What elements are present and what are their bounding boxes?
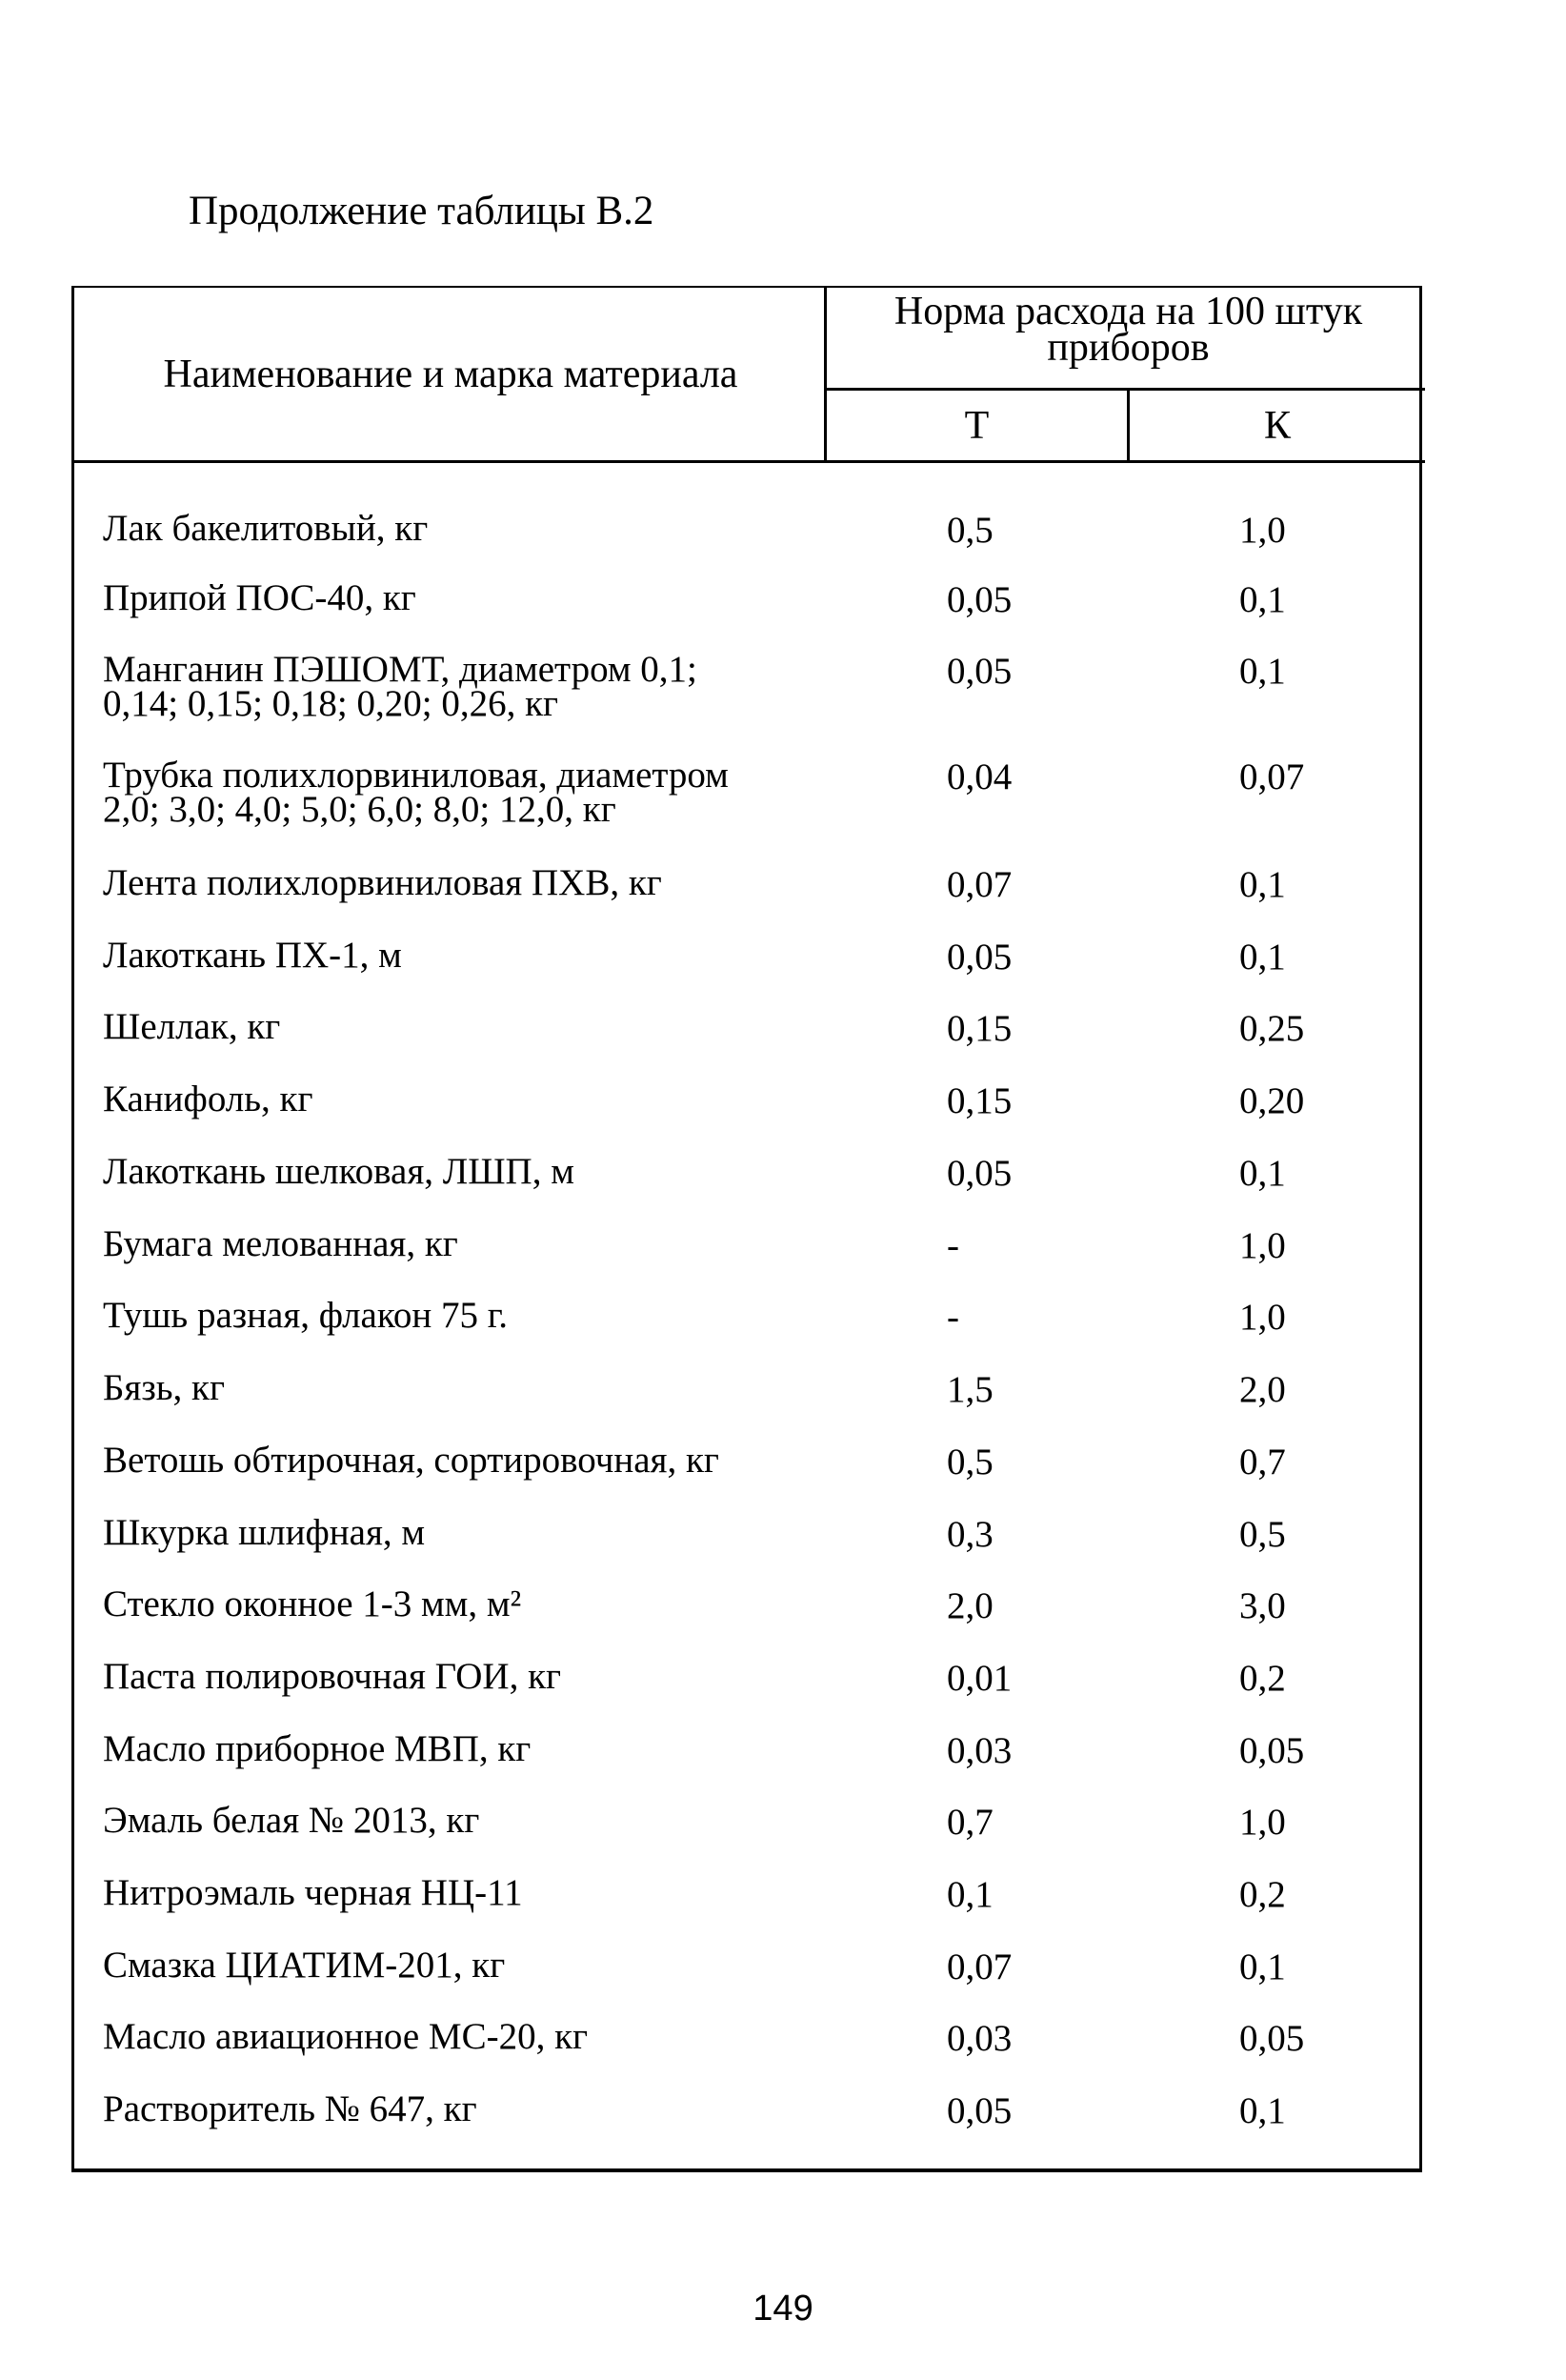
material-name-cell: Лента полихлорвиниловая ПХВ, кг (103, 862, 662, 903)
material-name-cell: Шеллак, кг (103, 1006, 281, 1047)
t-value-cell: 0,15 (947, 1008, 1013, 1049)
k-value-cell: 0,1 (1239, 579, 1286, 620)
t-value-cell: 0,04 (947, 756, 1013, 797)
material-name-cell: Эмаль белая № 2013, кг (103, 1800, 480, 1841)
t-value-cell: 0,05 (947, 579, 1013, 620)
material-name-cell: Бязь, кг (103, 1367, 225, 1408)
t-value-cell: 0,03 (947, 2018, 1013, 2059)
material-name-cell: Паста полировочная ГОИ, кг (103, 1656, 562, 1697)
material-name-cell: Бумага мелованная, кг (103, 1223, 458, 1264)
k-value-cell: 0,25 (1239, 1008, 1305, 1049)
material-name-cell: Лак бакелитовый, кг (103, 508, 429, 549)
t-value-cell: 0,3 (947, 1514, 994, 1555)
k-value-cell: 0,20 (1239, 1080, 1305, 1121)
k-value-cell: 3,0 (1239, 1585, 1286, 1626)
t-value-cell: 1,5 (947, 1369, 994, 1410)
k-value-cell: 1,0 (1239, 1225, 1286, 1266)
t-value-cell: 0,05 (947, 1153, 1013, 1194)
k-value-cell: 0,1 (1239, 2090, 1286, 2131)
k-value-cell: 0,07 (1239, 756, 1305, 797)
t-value-cell: 0,07 (947, 1946, 1013, 1987)
k-value-cell: 1,0 (1239, 1297, 1286, 1338)
material-name-cell: Припой ПОС-40, кг (103, 577, 416, 618)
t-value-cell: 0,05 (947, 937, 1013, 978)
t-value-cell: 0,1 (947, 1874, 994, 1915)
material-name-cell: Трубка полихлорвиниловая, диаметром 2,0; 3,0; 4,0; 5,0; 6,0; 8,0; 12,0, кг (103, 755, 729, 830)
material-name-cell: Нитроэмаль черная НЦ-11 (103, 1872, 523, 1913)
t-value-cell: 0,01 (947, 1658, 1013, 1699)
k-value-cell: 0,1 (1239, 937, 1286, 978)
k-value-cell: 0,1 (1239, 864, 1286, 905)
k-value-cell: 0,2 (1239, 1658, 1286, 1699)
materials-table (71, 286, 1422, 2172)
t-value-cell: 0,5 (947, 1442, 994, 1482)
t-value-cell: 2,0 (947, 1585, 994, 1626)
material-name-cell: Стекло оконное 1-3 мм, м² (103, 1583, 522, 1624)
material-name-cell: Лакоткань ПХ-1, м (103, 935, 402, 976)
material-name-cell: Ветошь обтирочная, сортировочная, кг (103, 1440, 719, 1481)
k-value-cell: 0,2 (1239, 1874, 1286, 1915)
material-name-cell: Манганин ПЭШОМТ, диаметром 0,1; 0,14; 0,15; 0,18; 0,20; 0,26, кг (103, 649, 697, 724)
t-value-cell: 0,05 (947, 651, 1013, 692)
material-name-cell: Лакоткань шелковая, ЛШП, м (103, 1151, 574, 1192)
k-value-cell: 0,05 (1239, 2018, 1305, 2059)
t-value-cell: 0,7 (947, 1802, 994, 1843)
header-col-t: Т (964, 404, 990, 448)
material-name-cell: Смазка ЦИАТИМ-201, кг (103, 1945, 506, 1986)
k-value-cell: 0,1 (1239, 1946, 1286, 1987)
k-value-cell: 0,1 (1239, 1153, 1286, 1194)
k-value-cell: 2,0 (1239, 1369, 1286, 1410)
header-material-name: Наименование и марка материала (163, 353, 738, 396)
t-value-cell: 0,05 (947, 2090, 1013, 2131)
material-name-cell: Канифоль, кг (103, 1079, 313, 1119)
t-value-cell: 0,03 (947, 1730, 1013, 1771)
k-value-cell: 0,1 (1239, 651, 1286, 692)
t-value-cell: - (947, 1297, 959, 1338)
k-value-cell: 0,7 (1239, 1442, 1286, 1482)
k-value-cell: 0,5 (1239, 1514, 1286, 1555)
header-norm-group: Норма расхода на 100 штук приборов (893, 290, 1363, 370)
material-name-cell: Шкурка шлифная, м (103, 1512, 426, 1553)
header-col-k: К (1263, 404, 1291, 448)
t-value-cell: - (947, 1225, 959, 1266)
page-number: 149 (753, 2289, 813, 2329)
material-name-cell: Масло приборное МВП, кг (103, 1728, 532, 1769)
table-caption: Продолжение таблицы В.2 (189, 189, 654, 233)
material-name-cell: Масло авиационное МС-20, кг (103, 2016, 589, 2057)
t-value-cell: 0,5 (947, 510, 994, 551)
material-name-cell: Растворитель № 647, кг (103, 2088, 477, 2129)
t-value-cell: 0,07 (947, 864, 1013, 905)
material-name-cell: Тушь разная, флакон 75 г. (103, 1295, 509, 1336)
k-value-cell: 1,0 (1239, 1802, 1286, 1843)
k-value-cell: 0,05 (1239, 1730, 1305, 1771)
t-value-cell: 0,15 (947, 1080, 1013, 1121)
k-value-cell: 1,0 (1239, 510, 1286, 551)
